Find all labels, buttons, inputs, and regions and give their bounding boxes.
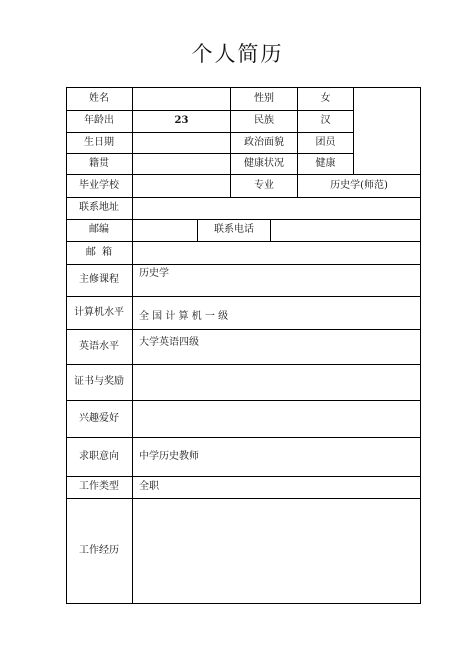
school-label: 毕业学校 [79, 179, 119, 191]
intention-label: 求职意向 [79, 450, 119, 462]
ethnicity-value[interactable]: 汉 [320, 115, 331, 126]
major-value[interactable]: 历史学(师范) [330, 179, 388, 191]
awards-label: 证书与奖励 [74, 376, 124, 387]
awards-value[interactable] [133, 364, 420, 400]
political-label: 政治面貌 [244, 136, 284, 148]
health-label: 健康状况 [244, 157, 284, 169]
hobbies-value[interactable] [133, 400, 420, 437]
age-label: 年龄出 [84, 115, 114, 126]
experience-label: 工作经历 [79, 544, 119, 556]
postcode-label: 邮编 [89, 224, 109, 235]
origin-value[interactable] [133, 153, 230, 174]
name-value[interactable] [133, 87, 230, 110]
gender-value[interactable]: 女 [320, 92, 331, 104]
address-label: 联系地址 [79, 202, 119, 213]
courses-value[interactable]: 历史学 [139, 268, 169, 279]
computer-label: 计算机水平 [74, 306, 124, 318]
english-label: 英语水平 [79, 340, 119, 352]
school-value[interactable] [133, 174, 230, 197]
english-value[interactable]: 大学英语四级 [139, 337, 199, 348]
health-value[interactable]: 健康 [315, 157, 336, 169]
name-label: 姓名 [89, 92, 109, 104]
address-value[interactable] [133, 197, 420, 219]
phone-label: 联系电话 [214, 224, 254, 235]
major-label: 专业 [254, 179, 274, 191]
photo-box [354, 88, 420, 174]
origin-label: 籍贯 [89, 157, 109, 169]
gender-label: 性别 [254, 92, 274, 104]
postcode-value[interactable] [133, 219, 197, 241]
intention-value[interactable]: 中学历史教师 [139, 450, 199, 462]
ethnicity-label: 民族 [254, 115, 274, 126]
courses-label: 主修课程 [79, 274, 119, 285]
phone-value[interactable] [271, 219, 420, 241]
birthday-value[interactable] [133, 132, 230, 153]
computer-value[interactable]: 全 国 计 算 机 一 级 [139, 310, 229, 322]
jobtype-value[interactable]: 全职 [139, 481, 159, 492]
jobtype-label: 工作类型 [79, 481, 119, 492]
hobbies-label: 兴趣爱好 [79, 412, 119, 424]
age-value[interactable]: 23 [174, 115, 189, 126]
page-title: 个人简历 [191, 42, 284, 66]
experience-value[interactable] [133, 498, 420, 603]
email-label: 邮 箱 [85, 246, 113, 258]
birthday-label: 生日期 [84, 136, 114, 148]
email-value[interactable] [133, 241, 420, 264]
political-value[interactable]: 团员 [315, 136, 336, 148]
